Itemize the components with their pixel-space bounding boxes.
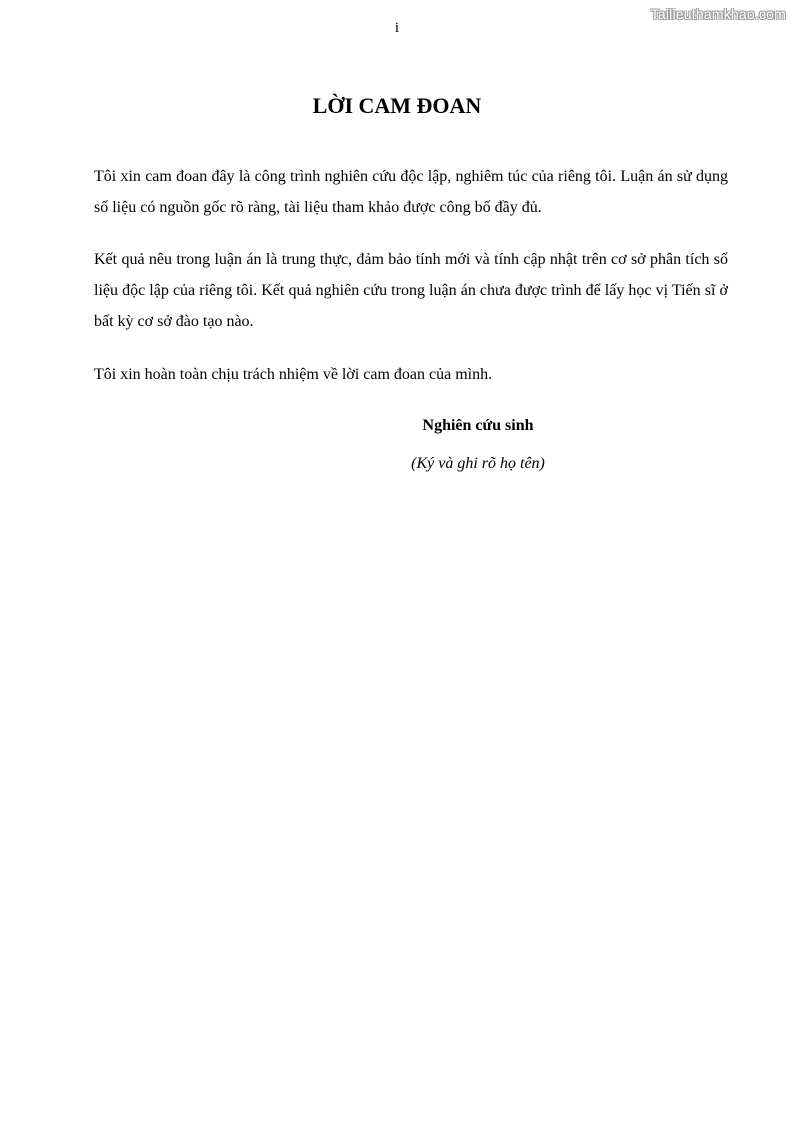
signature-role: Nghiên cứu sinh bbox=[422, 417, 534, 434]
page-number: i bbox=[394, 20, 400, 36]
signature-note: (Ký và ghi rõ họ tên) bbox=[411, 455, 545, 472]
paragraph-results: Kết quả nêu trong luận án là trung thực, đảm bảo tính mới và tính cập nhật trên cơ sở phân tích số liệu độc lập của riêng tôi. Kết quả nghiên cứu trong luận án chưa được trình để lấy học vị Tiến sĩ ở bất kỳ cơ sở đào tạo nào. bbox=[94, 251, 728, 330]
paragraph-declaration: Tôi xin cam đoan đây là công trình nghiên cứu độc lập, nghiêm túc của riêng tôi. Luận án sử dụng số liệu có nguồn gốc rõ ràng, tài liệu tham khảo được công bố đầy đủ. bbox=[94, 168, 728, 216]
page-title: LỜI CAM ĐOAN bbox=[312, 93, 482, 118]
paragraph-responsibility: Tôi xin hoàn toàn chịu trách nhiệm về lời cam đoan của mình. bbox=[94, 366, 493, 383]
watermark: Tailieuthamkhao.com bbox=[650, 6, 786, 22]
